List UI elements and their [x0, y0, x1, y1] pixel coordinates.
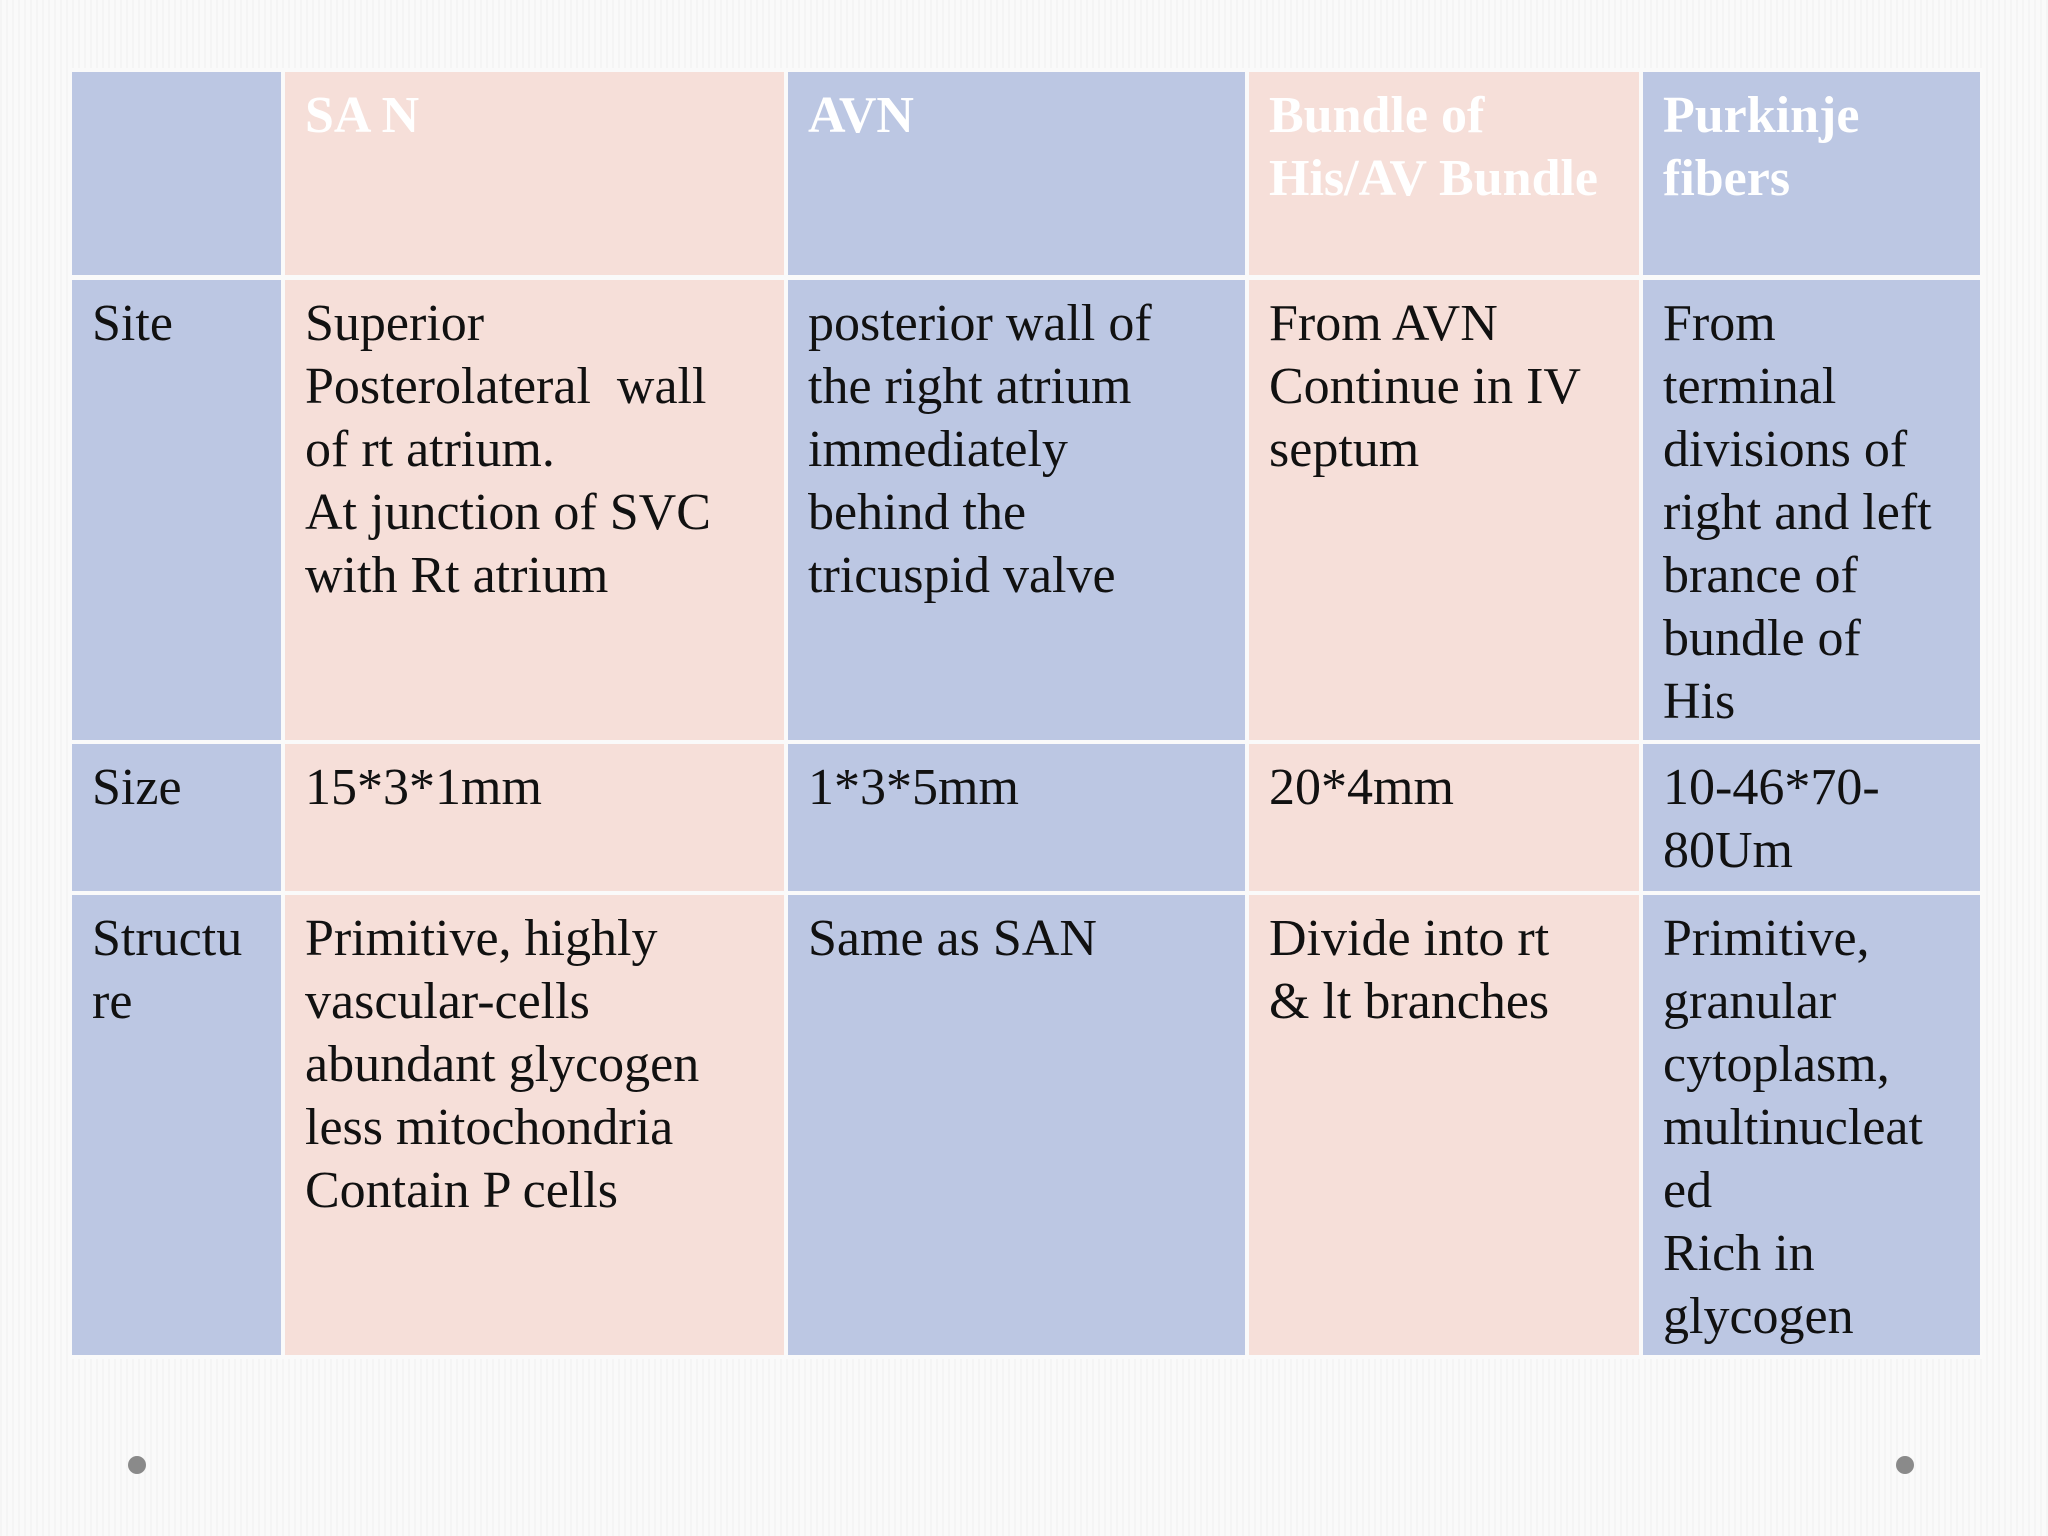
table-row-structure: [70, 893, 1982, 1357]
header-av-node: AVN: [786, 70, 1247, 278]
cell-text-line: glycogen: [1663, 1288, 1854, 1345]
cell-text-line: brance of: [1663, 547, 1858, 604]
header-sa-node: SA N: [283, 70, 786, 278]
cell-text-line: Continue in IV: [1269, 358, 1581, 415]
header-purkinje-fibers: Purkinje fibers: [1641, 70, 1982, 278]
cell-structure-purkinje: [1641, 893, 1982, 1357]
row-label-site: Site: [70, 278, 283, 743]
cell-size-purkinje: [1641, 742, 1982, 893]
table-row-site: [70, 278, 1982, 743]
cell-text-line: Primitive,: [1663, 910, 1870, 967]
cell-size-san: [283, 742, 786, 893]
cell-text-line: Contain P cells: [305, 1162, 618, 1219]
cell-text-line: the right atrium: [808, 358, 1132, 415]
cell-site-bundle: [1247, 278, 1641, 743]
cell-site-san: [283, 278, 786, 743]
row-label-size: Size: [70, 742, 283, 893]
cell-text-line: less mitochondria: [305, 1099, 674, 1156]
cell-text-line: 20*4mm: [1269, 759, 1454, 816]
cell-text-line: Superior: [305, 295, 485, 352]
cell-text-line: From AVN: [1269, 295, 1498, 352]
cell-text-line: tricuspid valve: [808, 547, 1116, 604]
header-empty: [70, 70, 283, 278]
cell-text-line: multinucleat: [1663, 1099, 1923, 1156]
cell-text-line: 15*3*1mm: [305, 759, 542, 816]
cell-text-line: of rt atrium.: [305, 421, 555, 478]
cell-size-bundle: [1247, 742, 1641, 893]
decorative-dot-left: [128, 1456, 146, 1474]
cell-text-line: right and left: [1663, 484, 1932, 541]
cell-size-avn: [786, 742, 1247, 893]
table-row-size: [70, 742, 1982, 893]
cell-text-line: cytoplasm,: [1663, 1036, 1890, 1093]
cell-text-line: Rich in: [1663, 1225, 1815, 1282]
cell-text-line: 1*3*5mm: [808, 759, 1019, 816]
cell-text-line: His: [1663, 673, 1736, 730]
cell-text-line: From: [1663, 295, 1776, 352]
cell-text-line: & lt branches: [1269, 973, 1550, 1030]
comparison-table: [68, 68, 1984, 1359]
cell-site-avn: [786, 278, 1247, 743]
decorative-dot-right: [1896, 1456, 1914, 1474]
cell-text-line: behind the: [808, 484, 1027, 541]
cell-text-line: abundant glycogen: [305, 1036, 700, 1093]
cell-text-line: granular: [1663, 973, 1837, 1030]
cell-text-line: 10-46*70-: [1663, 759, 1880, 816]
cell-text-line: Same as SAN: [808, 910, 1097, 967]
cell-text-line: bundle of: [1663, 610, 1861, 667]
cell-structure-san: [283, 893, 786, 1357]
cell-text-line: with Rt atrium: [305, 547, 609, 604]
cell-text-line: Divide into rt: [1269, 910, 1550, 967]
header-bundle-of-his: Bundle of His/AV Bundle: [1247, 70, 1641, 278]
cell-text-line: terminal: [1663, 358, 1837, 415]
cell-text-line: At junction of SVC: [305, 484, 711, 541]
cell-structure-avn: [786, 893, 1247, 1357]
cell-structure-bundle: [1247, 893, 1641, 1357]
cell-text-line: vascular-cells: [305, 973, 590, 1030]
table-header-row: [70, 70, 1982, 278]
cell-text-line: 80Um: [1663, 822, 1793, 879]
cell-text-line: ed: [1663, 1162, 1713, 1219]
cell-site-purkinje: [1641, 278, 1982, 743]
cell-text-line: Posterolateral wall: [305, 358, 707, 415]
row-label-structure: Structu re: [70, 893, 283, 1357]
cell-text-line: septum: [1269, 421, 1420, 478]
cell-text-line: Primitive, highly: [305, 910, 658, 967]
cell-text-line: immediately: [808, 421, 1068, 478]
cell-text-line: divisions of: [1663, 421, 1908, 478]
cell-text-line: posterior wall of: [808, 295, 1152, 352]
